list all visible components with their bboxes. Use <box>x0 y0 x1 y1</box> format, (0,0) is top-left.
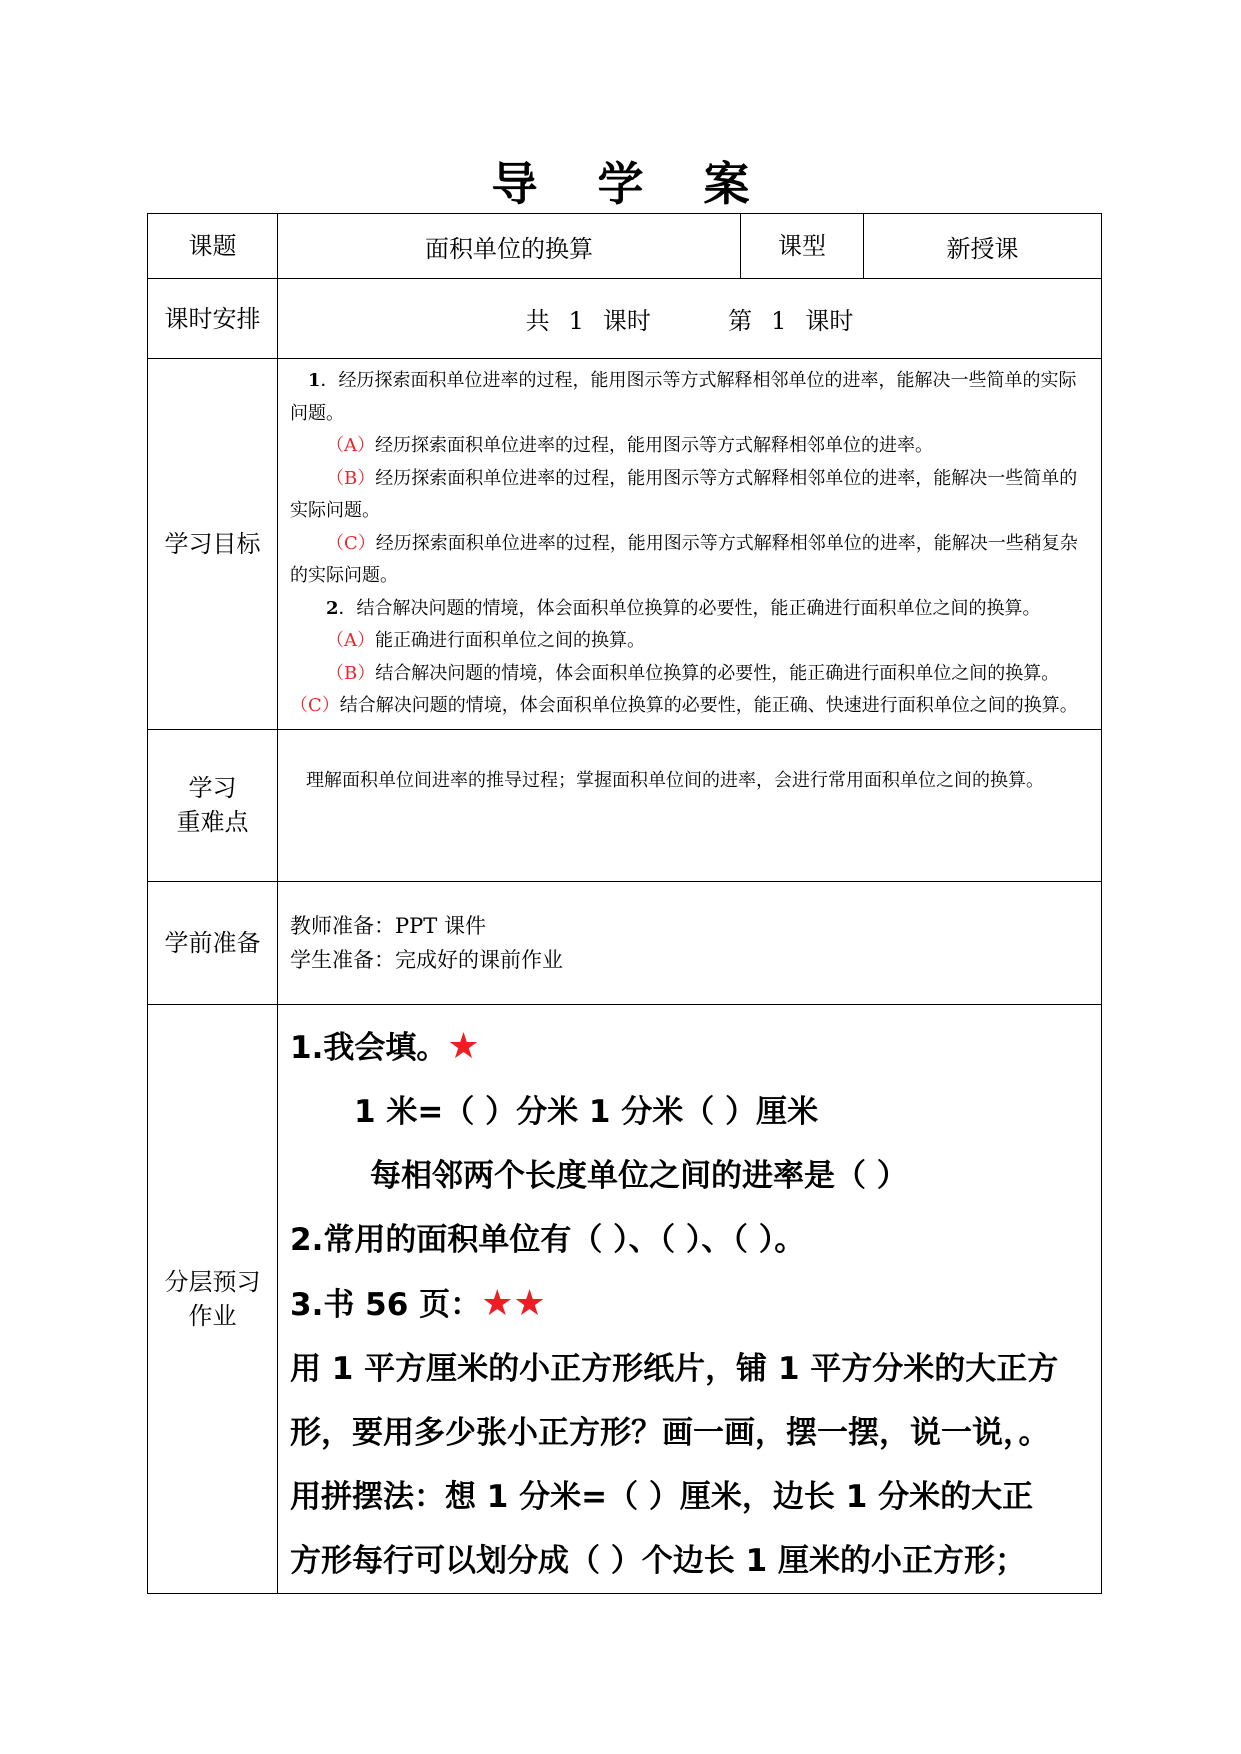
prep-row <box>148 881 1102 1004</box>
topic-value: 面积单位的换算 <box>278 214 741 279</box>
goal-2a: （A）能正确进行面积单位之间的换算。 <box>326 630 645 651</box>
lesson-plan-table <box>147 213 1102 1594</box>
q2: 2.常用的面积单位有（ ）、（ ）、（ ）。 <box>290 1221 806 1258</box>
lesson-type-label: 课型 <box>741 214 864 279</box>
goal-1: 1．经历探索面积单位进率的过程，能用图示等方式解释相邻单位的进率，能解决一些简单的实际问题。 <box>290 370 1077 424</box>
q1-title: 1.我会填。★ <box>290 1025 480 1067</box>
q3-line2: 形，要用多少张小正方形？画一画，摆一摆，说一说，。 <box>290 1414 1050 1451</box>
goal-2: 2．结合解决问题的情境，体会面积单位换算的必要性，能正确进行面积单位之间的换算。 <box>326 597 1041 619</box>
homework-label: 分层预习 作业 <box>148 1004 278 1593</box>
teacher-prep: 教师准备：PPT 课件 <box>290 913 486 938</box>
schedule-current-index: 1 <box>771 307 787 335</box>
goal-2c: （C）结合解决问题的情境，体会面积单位换算的必要性，能正确、快速进行面积单位之间的换算。 <box>290 695 1078 716</box>
goal-1c: （C）经历探索面积单位进率的过程，能用图示等方式解释相邻单位的进率，能解决一些稍复杂的实际问题。 <box>290 532 1078 586</box>
q3-title: 3.书 56 页：★★ <box>290 1282 546 1324</box>
q3-line4: 方形每行可以划分成（ ）个边长 1 厘米的小正方形； <box>290 1542 1026 1579</box>
q1-line1: 1 米=（ ）分米 1 分米（ ）厘米 <box>354 1093 819 1130</box>
schedule-current-prefix: 第 <box>728 307 753 335</box>
schedule-total-unit: 课时 <box>602 307 651 335</box>
page-title: 导 学 案 <box>491 157 772 211</box>
topic-label: 课题 <box>148 214 278 279</box>
star-icon: ★ <box>447 1025 480 1067</box>
schedule-total-prefix: 共 <box>525 307 550 335</box>
schedule-value <box>278 279 1102 359</box>
goals-content <box>278 359 1102 730</box>
q1-line2: 每相邻两个长度单位之间的进率是（ ） <box>370 1157 908 1194</box>
prep-label: 学前准备 <box>148 881 278 1004</box>
prep-content <box>278 881 1102 1004</box>
goal-1a: （A）经历探索面积单位进率的过程，能用图示等方式解释相邻单位的进率。 <box>326 435 933 456</box>
schedule-total-count: 1 <box>568 307 584 335</box>
goals-row <box>148 359 1102 730</box>
goal-1b: （B）经历探索面积单位进率的过程，能用图示等方式解释相邻单位的进率，能解决一些简单的实际问题。 <box>290 467 1078 521</box>
goal-2b: （B）结合解决问题的情境，体会面积单位换算的必要性，能正确进行面积单位之间的换算。 <box>326 662 1060 684</box>
difficulty-row <box>148 729 1102 881</box>
schedule-current-unit: 课时 <box>805 307 854 335</box>
topic-row <box>148 214 1102 279</box>
homework-row <box>148 1004 1102 1593</box>
q3-line3: 用拼摆法：想 1 分米=（ ）厘米，边长 1 分米的大正 <box>290 1478 1034 1515</box>
student-prep: 学生准备：完成好的课前作业 <box>290 947 563 972</box>
star-icon: ★★ <box>481 1282 546 1324</box>
lesson-type-value: 新授课 <box>864 214 1102 279</box>
q3-line1: 用 1 平方厘米的小正方形纸片，铺 1 平方分米的大正方 <box>290 1350 1059 1387</box>
goals-label: 学习目标 <box>148 359 278 730</box>
homework-content <box>278 1004 1102 1593</box>
difficulty-content: 理解面积单位间进率的推导过程；掌握面积单位间的进率，会进行常用面积单位之间的换算。 <box>278 729 1102 881</box>
schedule-label: 课时安排 <box>148 279 278 359</box>
schedule-row <box>148 279 1102 359</box>
difficulty-label: 学习 重难点 <box>148 729 278 881</box>
